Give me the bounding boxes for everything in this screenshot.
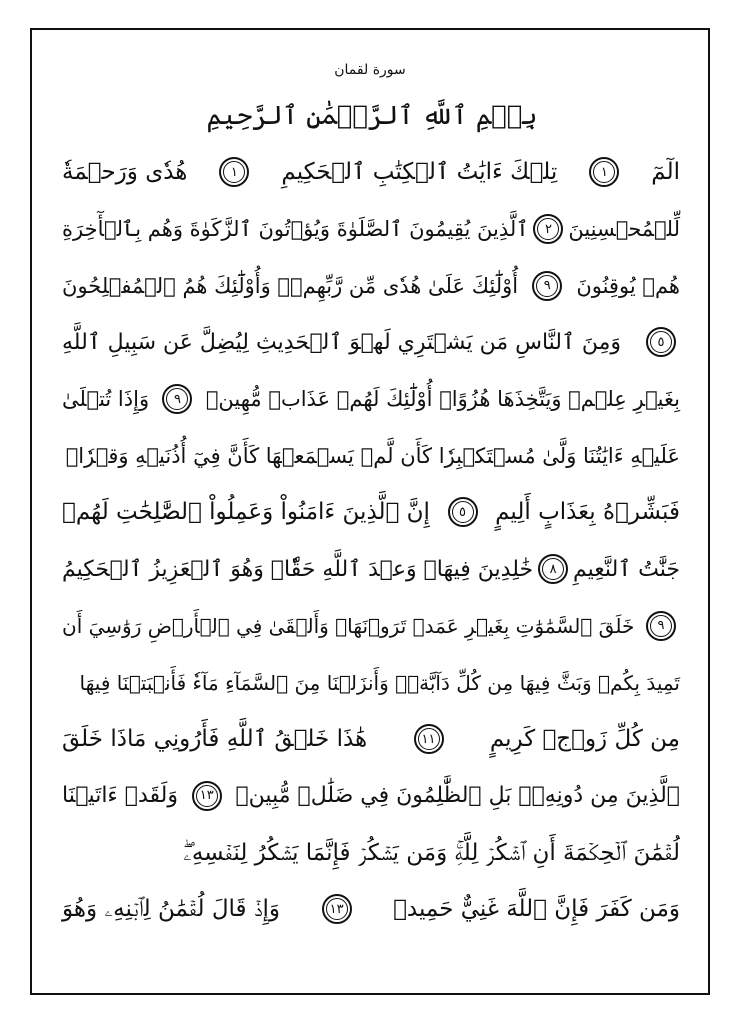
ayah-number-marker: ٢ <box>533 214 563 244</box>
verse-line <box>62 144 680 201</box>
verse-text: لُقۡمَٰنَ ٱلۡحِكۡمَةَ أَنِ ٱشۡكُرۡ لِلَّهِۚ وَمَن يَشۡكُرۡ فَإِنَّمَا يَشۡكُرُ لِنَفۡسِهِۦۖ <box>183 839 680 866</box>
verse-line <box>62 881 680 938</box>
verse-text: بِغَيۡرِ عِلۡمٖ وَيَتَّخِذَهَا هُزُوًاۚ أُوْلَٰٓئِكَ لَهُمۡ عَذَابٞ مُّهِينٞ <box>205 387 680 412</box>
surah-title: سورة لقمان <box>334 62 406 78</box>
verse-line <box>62 314 680 371</box>
verse-text: خَلَقَ ٱلسَّمَٰوَٰتِ بِغَيۡرِ عَمَدٖ تَرَوۡنَهَاۖ وَأَلۡقَىٰ فِي ٱلۡأَرۡضِ رَوَٰسِيَ أَن <box>62 613 635 638</box>
verse-text: خَٰلِدِينَ فِيهَاۖ وَعۡدَ ٱللَّهِ حَقّٗاۚ وَهُوَ ٱلۡعَزِيزُ ٱلۡحَكِيمُ <box>62 556 534 582</box>
ayah-number-marker: ٥ <box>448 497 478 527</box>
verse-text: الٓمٓ <box>651 159 680 186</box>
verse-text: فَبَشِّرۡهُ بِعَذَابٍ أَلِيمٍ <box>495 499 680 526</box>
verse-text: هُدٗى وَرَحۡمَةٗ <box>62 159 188 186</box>
ayah-number-marker: ٨ <box>538 554 568 584</box>
verse-text: مِن كُلِّ زَوۡجٖ كَرِيمٍ <box>489 726 680 753</box>
verse-text: لِّلۡمُحۡسِنِينَ <box>568 217 680 242</box>
verse-lines <box>62 144 680 938</box>
ayah-number-marker: ١٣ <box>322 894 352 924</box>
verse-text: وَإِذۡ قَالَ لُقۡمَٰنُ لِٱبۡنِهِۦ وَهُوَ <box>62 896 281 923</box>
verse-text: ٱلَّذِينَ مِن دُونِهِۦۚ بَلِ ٱلظَّٰلِمُونَ فِي ضَلَٰلٖ مُّبِينٖ <box>235 783 680 809</box>
verse-text: تِلۡكَ ءَايَٰتُ ٱلۡكِتَٰبِ ٱلۡحَكِيمِ <box>281 159 558 186</box>
page-frame <box>30 28 710 995</box>
verse-text: جَنَّٰتُ ٱلنَّعِيمِ <box>573 556 680 582</box>
verse-line <box>62 484 680 541</box>
ayah-number-marker: ٩ <box>532 271 562 301</box>
verse-text: أُوْلَٰٓئِكَ عَلَىٰ هُدٗى مِّن رَّبِّهِمۡۖ وَأُوْلَٰٓئِكَ هُمُ ٱلۡمُفۡلِحُونَ <box>62 273 519 298</box>
verse-text: وَإِذَا تُتۡلَىٰ <box>62 387 150 412</box>
ayah-number-marker: ٥ <box>646 327 676 357</box>
verse-text: إِنَّ ٱلَّذِينَ ءَامَنُواْ وَعَمِلُواْ ٱلصَّٰلِحَٰتِ لَهُمۡ <box>62 499 430 526</box>
verse-text: تَمِيدَ بِكُمۡ وَبَثَّ فِيهَا مِن كُلِّ دَآبَّةٖۚ وَأَنزَلۡنَا مِنَ ٱلسَّمَآءِ مَآءٗ فَأَنۢبَتۡنَا فِيهَا <box>79 670 680 695</box>
verse-text: هُمۡ يُوقِنُونَ <box>576 273 680 298</box>
verse-text: عَلَيۡهِ ءَايَٰتُنَا وَلَّىٰ مُسۡتَكۡبِرٗا كَأَن لَّمۡ يَسۡمَعۡهَا كَأَنَّ فِيٓ أُذُنَيۡهِ وَقۡرٗاۖ <box>65 443 680 468</box>
verse-text: هَٰذَا خَلۡقُ ٱللَّهِ فَأَرُونِي مَاذَا خَلَقَ <box>62 726 368 753</box>
ayah-number-marker: ٩ <box>162 384 192 414</box>
basmala: بِسۡمِ ٱللَّهِ ٱلرَّحۡمَٰنِ ٱلرَّحِيمِ <box>206 101 538 131</box>
verse-line <box>62 257 680 314</box>
ayah-number-marker: ١ <box>589 157 619 187</box>
ayah-number-marker: ١١ <box>414 724 444 754</box>
verse-line <box>62 711 680 768</box>
verse-line <box>62 371 680 428</box>
verse-line <box>62 654 680 711</box>
ayah-number-marker: ١ <box>219 157 249 187</box>
verse-text: ٱلَّذِينَ يُقِيمُونَ ٱلصَّلَوٰةَ وَيُؤۡتُونَ ٱلزَّكَوٰةَ وَهُم بِٱلۡأٓخِرَةِ <box>62 217 529 242</box>
verse-line <box>62 824 680 881</box>
verse-line <box>62 201 680 258</box>
verse-text: وَمَن كَفَرَ فَإِنَّ ٱللَّهَ غَنِيٌّ حَمِيدٞ <box>393 896 680 923</box>
ayah-number-marker: ٩ <box>646 611 676 641</box>
verse-line <box>62 541 680 598</box>
ayah-number-marker: ١٣ <box>192 781 222 811</box>
verse-line <box>62 598 680 655</box>
verse-text: وَمِنَ ٱلنَّاسِ مَن يَشۡتَرِي لَهۡوَ ٱلۡحَدِيثِ لِيُضِلَّ عَن سَبِيلِ ٱللَّهِ <box>62 329 622 355</box>
verse-line <box>62 768 680 825</box>
verse-line <box>62 427 680 484</box>
verse-text: وَلَقَدۡ ءَاتَيۡنَا <box>62 783 178 809</box>
